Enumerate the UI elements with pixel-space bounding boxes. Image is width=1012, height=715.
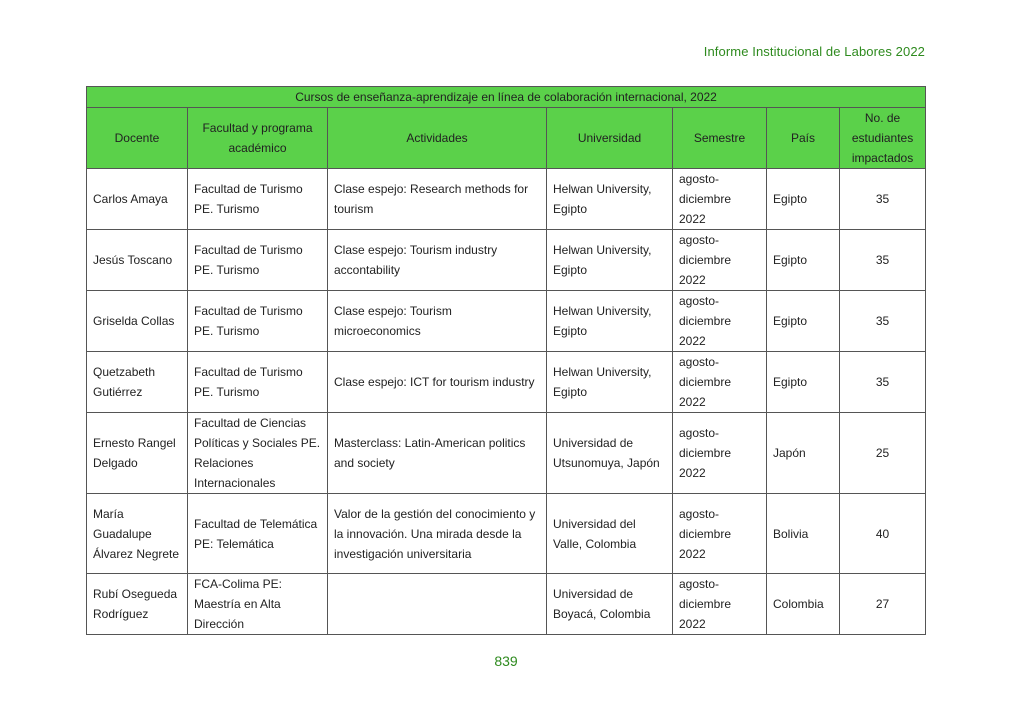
cell-facultad: FCA-Colima PE: Maestría en Alta Dirección [188, 574, 328, 635]
table-row [87, 230, 926, 291]
cell-semestre: agosto-diciembre 2022 [673, 574, 767, 635]
cell-semestre: agosto-diciembre 2022 [673, 230, 767, 291]
table-row [87, 352, 926, 413]
cell-actividades: Clase espejo: Tourism industry accontability [328, 230, 547, 291]
cell-facultad: Facultad de Turismo PE. Turismo [188, 352, 328, 413]
column-header-facultad: Facultad y programa académico [188, 108, 328, 169]
cell-semestre: agosto-diciembre 2022 [673, 494, 767, 574]
cell-universidad: Universidad del Valle, Colombia [547, 494, 673, 574]
cell-docente: Quetzabeth Gutiérrez [87, 352, 188, 413]
cell-pais: Egipto [767, 352, 840, 413]
cell-estudiantes: 35 [840, 169, 926, 230]
table-row [87, 169, 926, 230]
cell-universidad: Helwan University, Egipto [547, 230, 673, 291]
cell-estudiantes: 35 [840, 352, 926, 413]
column-header-docente: Docente [87, 108, 188, 169]
column-header-semestre: Semestre [673, 108, 767, 169]
cell-docente: Carlos Amaya [87, 169, 188, 230]
table-caption: Cursos de enseñanza-aprendizaje en línea de colaboración internacional, 2022 [87, 87, 926, 108]
cell-estudiantes: 40 [840, 494, 926, 574]
courses-table [86, 86, 926, 635]
cell-docente: Griselda Collas [87, 291, 188, 352]
cell-docente: Ernesto Rangel Delgado [87, 413, 188, 494]
cell-estudiantes: 35 [840, 291, 926, 352]
cell-estudiantes: 35 [840, 230, 926, 291]
cell-facultad: Facultad de Telemática PE: Telemática [188, 494, 328, 574]
cell-pais: Egipto [767, 230, 840, 291]
cell-pais: Egipto [767, 291, 840, 352]
page-number: 839 [494, 653, 518, 669]
cell-semestre: agosto-diciembre 2022 [673, 291, 767, 352]
cell-pais: Colombia [767, 574, 840, 635]
cell-docente: María Guadalupe Álvarez Negrete [87, 494, 188, 574]
cell-actividades: Masterclass: Latin-American politics and society [328, 413, 547, 494]
cell-facultad: Facultad de Turismo PE. Turismo [188, 169, 328, 230]
cell-facultad: Facultad de Turismo PE. Turismo [188, 291, 328, 352]
cell-universidad: Universidad de Utsunomuya, Japón [547, 413, 673, 494]
table-row [87, 574, 926, 635]
cell-estudiantes: 25 [840, 413, 926, 494]
cell-actividades [328, 574, 547, 635]
table-row [87, 494, 926, 574]
cell-pais: Egipto [767, 169, 840, 230]
cell-actividades: Clase espejo: Tourism microeconomics [328, 291, 547, 352]
cell-actividades: Clase espejo: Research methods for tourism [328, 169, 547, 230]
cell-facultad: Facultad de Turismo PE. Turismo [188, 230, 328, 291]
cell-universidad: Universidad de Boyacá, Colombia [547, 574, 673, 635]
cell-semestre: agosto-diciembre 2022 [673, 352, 767, 413]
cell-universidad: Helwan University, Egipto [547, 352, 673, 413]
column-header-universidad: Universidad [547, 108, 673, 169]
cell-actividades: Valor de la gestión del conocimiento y la innovación. Una mirada desde la investigación universitaria [328, 494, 547, 574]
table-row [87, 291, 926, 352]
cell-pais: Japón [767, 413, 840, 494]
document-header: Informe Institucional de Labores 2022 [703, 44, 925, 59]
cell-pais: Bolivia [767, 494, 840, 574]
column-header-actividades: Actividades [328, 108, 547, 169]
table-row [87, 413, 926, 494]
cell-docente: Rubí Osegueda Rodríguez [87, 574, 188, 635]
cell-universidad: Helwan University, Egipto [547, 169, 673, 230]
cell-universidad: Helwan University, Egipto [547, 291, 673, 352]
cell-semestre: agosto-diciembre 2022 [673, 169, 767, 230]
cell-docente: Jesús Toscano [87, 230, 188, 291]
cell-semestre: agosto-diciembre 2022 [673, 413, 767, 494]
column-header-estudiantes: No. de estudiantes impactados [840, 108, 926, 169]
cell-actividades: Clase espejo: ICT for tourism industry [328, 352, 547, 413]
cell-facultad: Facultad de Ciencias Políticas y Sociales PE. Relaciones Internacionales [188, 413, 328, 494]
cell-estudiantes: 27 [840, 574, 926, 635]
column-header-pais: País [767, 108, 840, 169]
